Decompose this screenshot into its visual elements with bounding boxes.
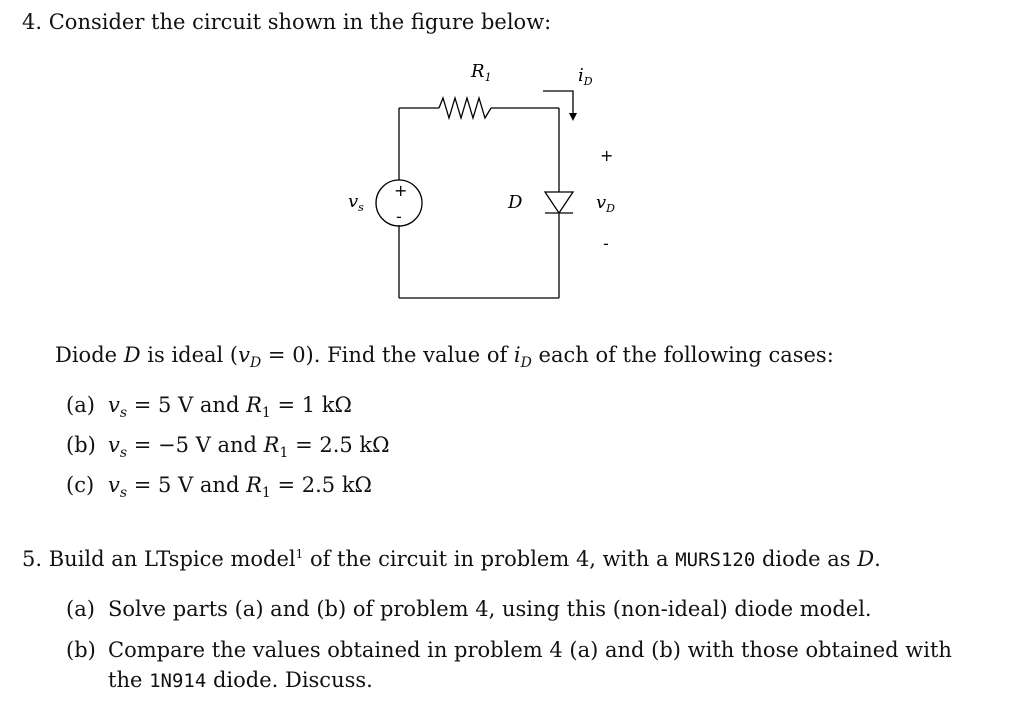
statement-text-4: each of the following cases: [531, 343, 834, 367]
case-a-vs-sub: s [119, 405, 128, 422]
case-a-vs-value: 5 V [158, 393, 194, 417]
diode-1n914-name: 1N914 [149, 670, 207, 692]
part-a-label: (a) [66, 597, 95, 621]
resistor-symbol [439, 98, 491, 118]
case-a [66, 393, 352, 421]
case-c-r: R [246, 473, 262, 497]
problem-5-diode-symbol: D [857, 547, 875, 571]
problem-5-part-b-line-2 [108, 668, 373, 692]
case-a-eq2: = [270, 393, 302, 417]
case-a-r: R [246, 393, 262, 417]
case-b-r: R [263, 433, 280, 457]
case-a-label: (a) [66, 393, 95, 417]
part-b-text-2a: the [108, 668, 150, 692]
case-c-and: and [193, 473, 247, 497]
case-a-r-value: 1 kΩ [301, 393, 352, 417]
statement-id: i [513, 343, 521, 367]
case-b-r-value: 2.5 kΩ [319, 433, 390, 457]
case-b-vs-sub: s [119, 445, 128, 462]
problem-5-heading [22, 547, 881, 571]
case-b-eq1: = [127, 433, 159, 457]
current-label: $i_D$ [578, 65, 593, 88]
case-c-vs-sub: s [119, 485, 128, 502]
problem-5-part-b [66, 638, 952, 662]
source-plus-sign: + [394, 181, 408, 200]
part-b-text-line-1: Compare the values obtained in problem 4 (a) and (b) with those obtained with [108, 638, 952, 662]
part-a-text: Solve parts (a) and (b) of problem 4, using this (non-ideal) diode model. [108, 597, 872, 621]
resistor-label: $R_1$ [471, 61, 492, 84]
case-b [66, 433, 390, 461]
case-c-vs: v [108, 473, 120, 497]
problem-5-text-4: . [874, 547, 881, 571]
statement-id-sub: D [520, 355, 532, 372]
case-c-r-sub: 1 [261, 485, 271, 502]
statement-diode-symbol: D [123, 343, 141, 367]
case-b-r-sub: 1 [279, 445, 289, 462]
case-c-r-value: 2.5 kΩ [301, 473, 372, 497]
case-a-and: and [193, 393, 247, 417]
case-c-eq1: = [127, 473, 159, 497]
current-arrow [543, 91, 573, 113]
diode-minus-sign: - [603, 234, 609, 253]
diode-model-name: MURS120 [675, 549, 756, 571]
current-arrowhead [569, 113, 577, 121]
footnote-marker: 1 [295, 547, 304, 561]
statement-vd: v [238, 343, 251, 367]
case-c-eq2: = [270, 473, 302, 497]
problem-5-number: 5. [22, 547, 43, 571]
statement-text-3: = 0). Find the value of [261, 343, 514, 367]
case-b-and: and [210, 433, 264, 457]
problem-5-text-3: diode as [755, 547, 858, 571]
case-c-label: (c) [66, 473, 95, 497]
part-b-text-2b: diode. Discuss. [206, 668, 373, 692]
case-b-vs-value: −5 V [158, 433, 211, 457]
case-b-eq2: = [288, 433, 320, 457]
source-label: $v_s$ [348, 191, 364, 214]
problem-5-text-1: Build an LTspice model [48, 547, 296, 571]
case-a-vs: v [108, 393, 120, 417]
problem-4-heading [22, 10, 551, 34]
problem-5-part-a [66, 597, 872, 621]
case-a-eq1: = [127, 393, 159, 417]
diode-plus-sign: + [600, 146, 614, 165]
problem-4-number: 4. [22, 10, 43, 34]
circuit-diagram [330, 55, 640, 305]
problem-5-text-2: of the circuit in problem 4, with a [303, 547, 676, 571]
part-b-label: (b) [66, 638, 96, 662]
statement-text-1: Diode [55, 343, 124, 367]
statement-text-2: is ideal ( [140, 343, 239, 367]
diode-voltage-label: $v_D$ [596, 192, 615, 215]
diode-symbol [545, 192, 573, 213]
case-c [66, 473, 372, 501]
problem-4-prompt: Consider the circuit shown in the figure below: [48, 10, 552, 34]
statement-vd-sub: D [250, 355, 262, 372]
case-a-r-sub: 1 [261, 405, 271, 422]
problem-4-statement [55, 343, 834, 371]
diode-label: D [508, 192, 523, 213]
case-c-vs-value: 5 V [158, 473, 194, 497]
case-b-vs: v [108, 433, 120, 457]
source-minus-sign: - [396, 207, 402, 226]
case-b-label: (b) [66, 433, 96, 457]
